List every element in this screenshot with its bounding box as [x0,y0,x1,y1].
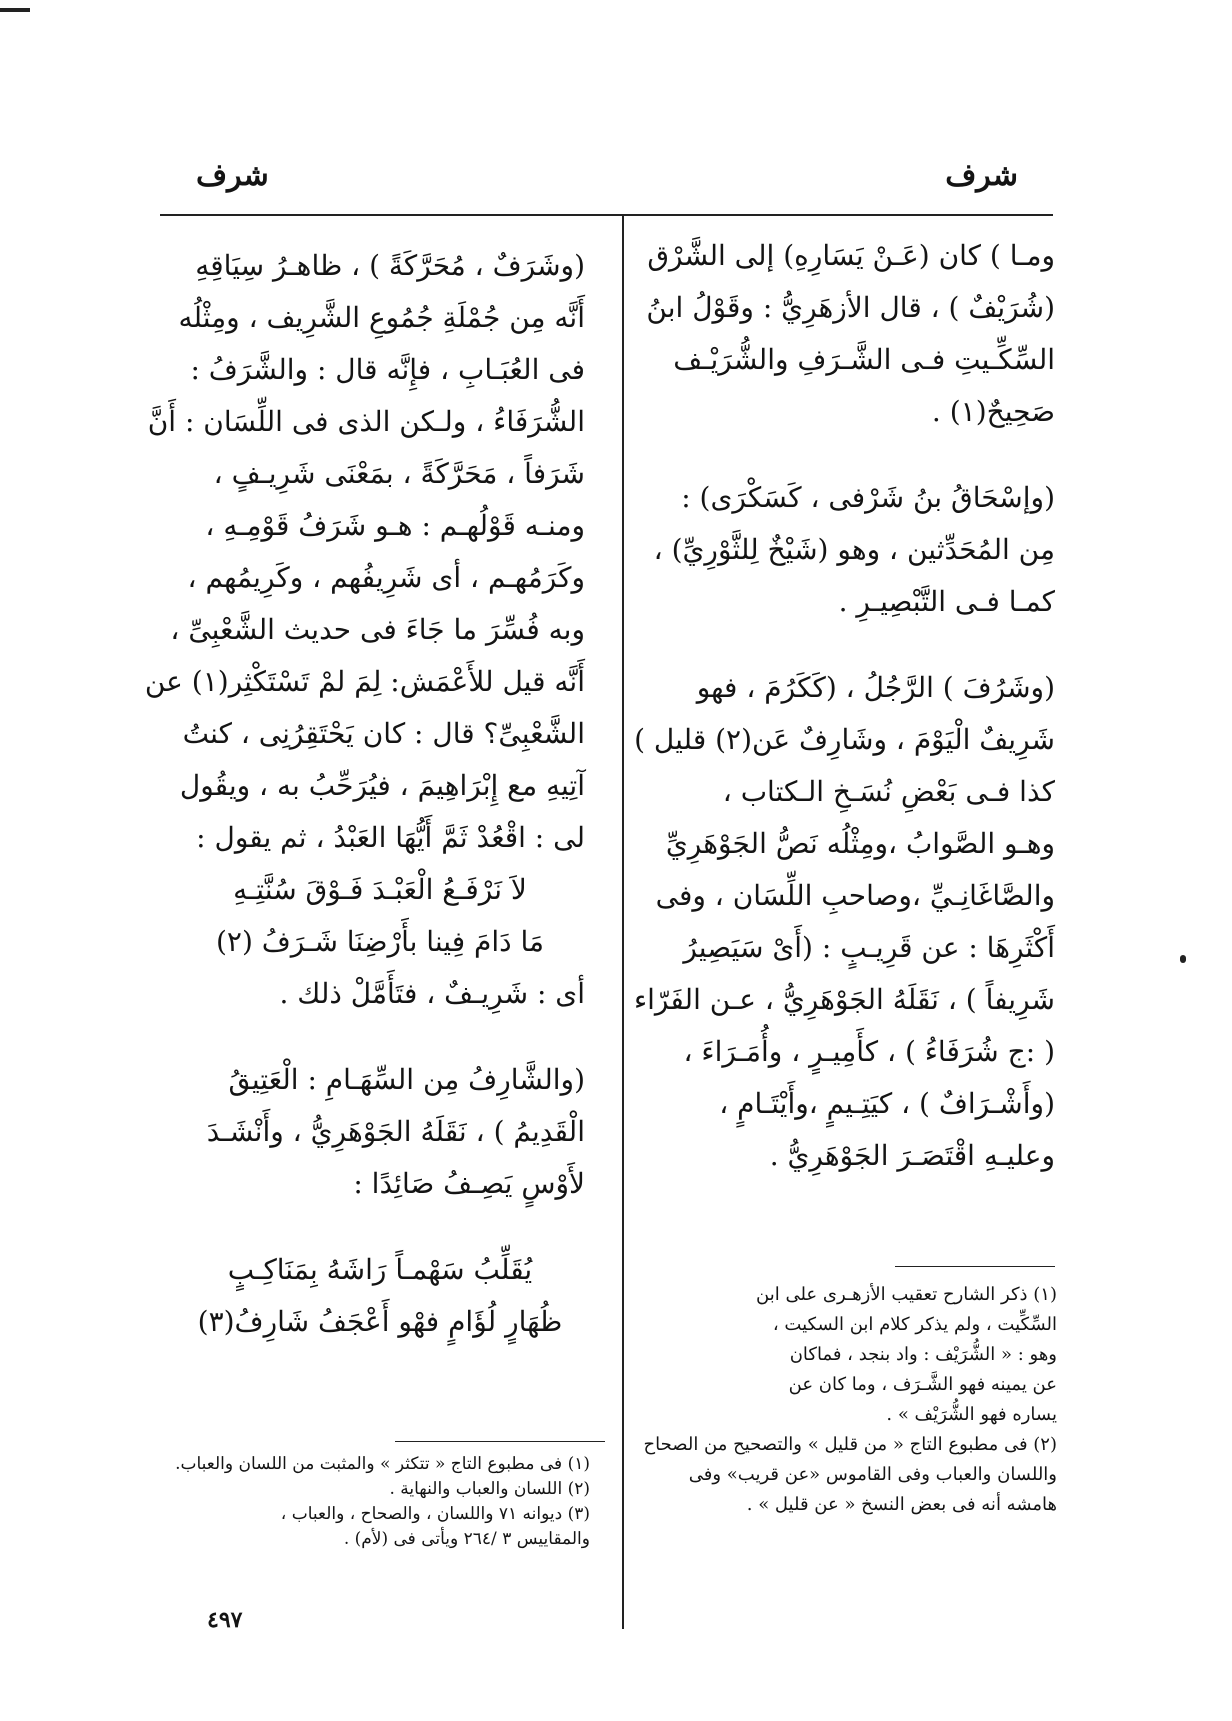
footnote-line: (٢) اللسان والعباب والنهاية . [389,1479,590,1499]
footnote-line: والمقاييس ٣ /٢٦٤ ويأتى فى (لأم) . [343,1529,590,1549]
text-line: ( :ج شُرَفَاءُ ) ، كأَمِيـرٍ ، وأُمَـرَاءَ ، [683,1035,1055,1068]
verse-line: مَا دَامَ فِينا بأَرْضِنَا شَـرَفُ (٢) [215,925,545,958]
text-line: ومـا ) كان (عَـنْ يَسَارِهِ) إلى الشَّرْق [647,239,1055,272]
header-right-title: شرف [945,158,1018,193]
text-line: وهـو الصَّوابُ ،ومِثْلُه نَصُّ الجَوْهَرِيِّ [665,827,1055,860]
verse-line: يُقَلِّبُ سَهْمـاً رَاشَهُ بِمَنَاكِـبٍ [227,1253,533,1286]
text-line: وكَرَمُهـم ، أى شَرِيفُهم ، وكَرِيمُهم ، [187,561,585,594]
text-line: والصَّاغَانِـيِّ ،وصاحبِ اللِّسَان ، وفى [655,879,1055,912]
column-divider [622,216,624,1629]
text-line: مِن المُحَدِّثين ، وهو (شَيْخٌ لِلثَّوْرِيِّ) ، [653,533,1055,566]
text-line: السِّكِّـيتِ فـى الشَّـرَفِ والشُّرَيْـف [673,343,1055,376]
header-rule [160,214,1053,216]
text-line: شَرِيفٌ الْيَوْمَ ، وشَارِفٌ عَن(٢) قليل ) [634,723,1055,756]
text-line: أَنَّه مِن جُمْلَةِ جُمُوعِ الشَّرِيف ، ومِثْلُه [178,301,585,334]
text-line: (وشَرَفٌ ، مُحَرَّكَةً ) ، ظاهـرُ سِيَاقِهِ [195,249,585,282]
text-line: أَكْثَرِهَا : عن قَرِيـبٍ : (أَىْ سَيَصِيرُ [683,931,1055,964]
footnote-line: (٢) فى مطبوع التاج « من قليل » والتصحيح من الصحاح [643,1434,1057,1455]
paragraph-gap [660,438,1055,472]
paragraph-gap [175,1210,585,1244]
text-line: أى : شَرِيـفٌ ، فتَأَمَّلْ ذلك . [279,977,585,1010]
footnote-line: هامشه أنه فى بعض النسخ « عن قليل » . [746,1494,1057,1515]
text-line: آتِيهِ مع إِبْرَاهِيمَ ، فيُرَحِّبُ به ، ويقُول [179,769,585,802]
text-line: كمـا فـى التَّبْصِيـرِ . [838,585,1055,618]
footnote-line: (٣) ديوانه ٧١ واللسان ، والصحاح ، والعباب ، [280,1504,590,1524]
text-line: (وإسْحَاقُ بنُ شَرْفى ، كَسَكْرَى) : [681,481,1055,514]
verse-line: لاَ نَرْفَـعُ الْعَبْـدَ فَـوْقَ سُنَّتِـهِ [233,873,527,906]
page-number: ٤٩٧ [207,1607,243,1633]
footnote-line: واللسان والعباب وفى القاموس «عن قريب» وفى [688,1464,1057,1485]
text-line: صَحِيحٌ(١) . [931,395,1055,428]
paragraph-gap [175,1020,585,1054]
text-line: ومنـه قَوْلُهـم : هـو شَرَفُ قَوْمِـهِ ، [205,509,585,542]
text-line: كذا فـى بَعْضِ نُسَـخِ الـكتاب ، [722,775,1055,808]
scan-mark [0,8,30,12]
text-line: أَنَّه قيل للأَعْمَش: لِمَ لمْ تَسْتَكْثِر(١) عن [144,665,585,698]
header-left-title: شرف [196,158,269,193]
text-line: الْقَدِيمُ ) ، نَقَلَهُ الجَوْهَرِيُّ ، وأَنْشَـدَ [206,1115,585,1148]
footnote-line: السِّكِّيت ، ولم يذكر كلام ابن السكيت ، [772,1314,1057,1335]
footnote-line: وهو : « الشُّرَيْف : واد بنجد ، فماكان [789,1344,1057,1365]
text-line: وبه فُسِّرَ ما جَاءَ فى حديث الشَّعْبِىِّ ، [170,613,585,646]
footnotes-right [643,1280,1057,1520]
text-line: فى العُبَـابِ ، فإِنَّه قال : والشَّرَفُ : [190,353,585,386]
text-line: (وشَرُفَ ) الرَّجُلُ ، (كَكَرُمَ ، فهو [696,671,1055,704]
footnotes-left [170,1452,590,1552]
text-line: شَرَفاً ، مَحَرَّكَةً ، بمَعْنَى شَرِيـفٍ ، [213,457,585,490]
text-line: لى : اقْعُدْ ثَمَّ أَيُّهَا العَبْدُ ، ثم يقول : [196,821,585,854]
text-line: (والشَّارِفُ مِن السِّهَـامِ : الْعَتِيقُ [228,1063,585,1096]
footnote-rule-left [395,1441,605,1442]
verse-line: ظُهَارٍ لُؤَامٍ فهْو أَعْجَفُ شَارِفُ(٣) [197,1305,563,1338]
paragraph-gap [660,628,1055,662]
footnote-line: (١) فى مطبوع التاج « تتكثر » والمثبت من اللسان والعباب. [175,1454,590,1474]
scan-speck [1180,955,1186,963]
text-line: وعليـهِ اقْتَصَـرَ الجَوْهَرِيُّ . [769,1139,1055,1172]
footnote-line: عن يمينه فهو الشَّـرَف ، وما كان عن [788,1374,1057,1395]
text-line: (شُرَيْفٌ ) ، قال الأزهَرِيُّ : وقَوْلُ ابنُ [646,291,1055,324]
text-line: الشَّعْبِىِّ؟ قال : كان يَحْتَقِرُنِى ، كنتُ [182,717,585,750]
left-column [144,240,585,1348]
text-line: لأَوْسٍ يَصِـفُ صَائِدًا : [353,1167,585,1200]
footnote-rule-right [895,1266,1055,1267]
text-line: شَرِيفاً ) ، نَقَلَهُ الجَوْهَرِيُّ ، عـن الفَرّاء [633,983,1055,1016]
text-line: (وأَشْـرَافٌ ) ، كيَتِـيمٍ ،وأَيْتَـامٍ ، [719,1087,1055,1120]
footnote-line: (١) ذكر الشارح تعقيب الأزهـرى على ابن [756,1284,1057,1305]
right-column [633,230,1055,1182]
text-line: الشُّرَفَاءُ ، ولـكن الذى فى اللِّسَان : أَنَّ [147,405,585,438]
footnote-line: يساره فهو الشُّرَيْف » . [886,1404,1057,1425]
